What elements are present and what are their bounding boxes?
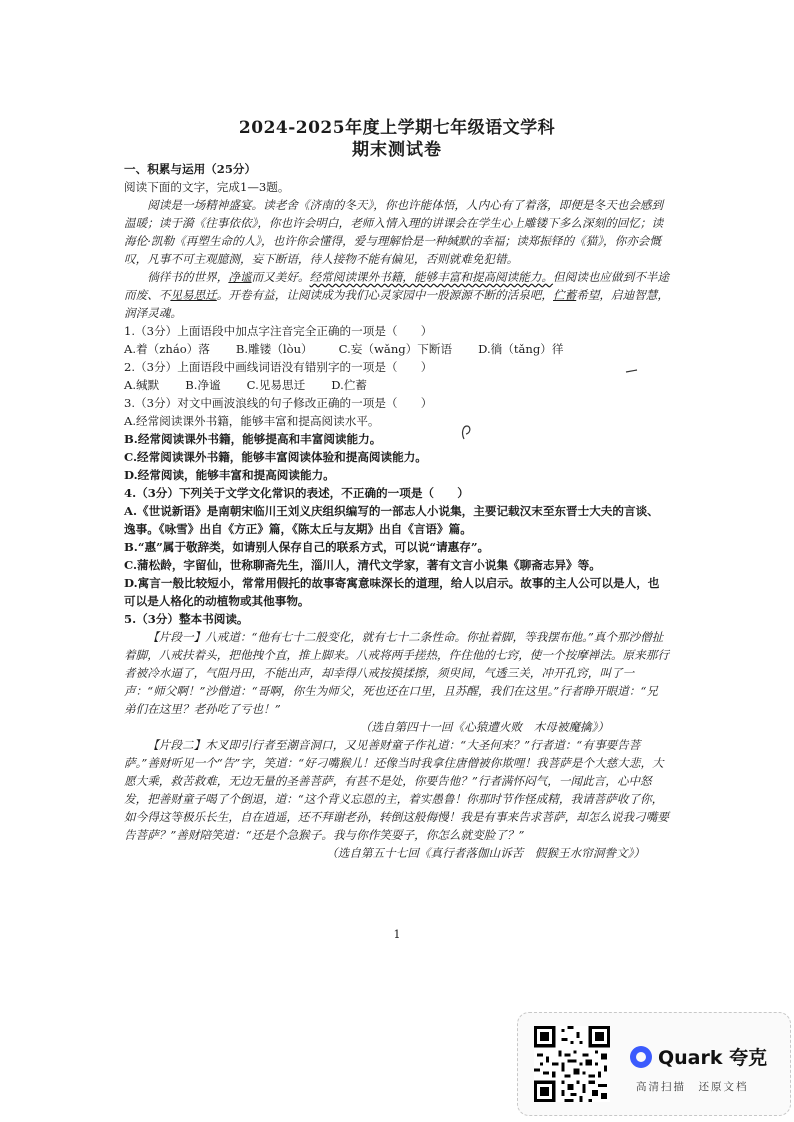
option: D.经常阅读，能够丰富和提高阅读能力。 bbox=[124, 468, 335, 482]
option: B.净谧 bbox=[185, 378, 221, 392]
option: B.“惠”属于敬辞类，如请别人保存自己的联系方式，可以说“请惠存”。 bbox=[124, 540, 490, 554]
exam-content bbox=[124, 160, 669, 862]
qr-code-icon bbox=[534, 1026, 610, 1102]
pen-mark bbox=[458, 424, 476, 442]
question-3-stem: 3.（3分）对文中画波浪线的句子修改正确的一项是（ ） bbox=[124, 396, 433, 410]
underlined-word: 伫蓄 bbox=[553, 288, 577, 302]
scanner-watermark bbox=[517, 1012, 791, 1116]
option: C.蒲松龄，字留仙，世称聊斋先生，淄川人，清代文学家，著有文言小说集《聊斋志异》等。 bbox=[124, 558, 601, 572]
option: A.缄默 bbox=[124, 378, 160, 392]
question-4-stem: 4.（3分）下列关于文学文化常识的表述，不正确的一项是（ ） bbox=[124, 486, 469, 500]
excerpt-source-1: （选自第四十一回《心猿遭火败 木母被魔擒》） bbox=[359, 720, 609, 734]
passage-paragraph-1: 阅读是一场精神盛宴。读老舍《济南的冬天》，你也许能体悟，人内心有了着落，即便是冬天也会感到温暖；读于漪《往事依依》，你也许会明白，老师入情入理的讲课会在学生心上雕镂下多么深刻的回忆；读海伦·凯勒《再塑生命的人》，也许你会懂得，爱与理解恰是一种缄默的幸福；读郑振铎的《猫》，你亦会慨叹，凡事不可主观臆测，妄下断语，待人接物不能有偏见，否则就难免犯错。 bbox=[124, 198, 664, 266]
option: A.着（zháo）落 bbox=[124, 342, 210, 356]
option: B.经常阅读课外书籍，能够提高和丰富阅读能力。 bbox=[124, 432, 382, 446]
passage-paragraph-2: 徜徉书的世界，净谧而又美好。经常阅读课外书籍，能够丰富和提高阅读能力。但阅读也应做到不半途而废、不见易思迁。开卷有益，让阅读成为我们心灵家园中一股源源不断的活泉吧，伫蓄希望，启迪智慧，润泽灵魂。 bbox=[124, 270, 669, 320]
excerpt-source-2: （选自第五十七回《真行者落伽山诉苦 假猴王水帘洞誊文》） bbox=[326, 846, 645, 860]
exam-subtitle: 期末测试卷 bbox=[352, 140, 442, 160]
question-1-options bbox=[124, 340, 669, 358]
section-heading: 一、积累与运用（25分） bbox=[124, 162, 257, 176]
option: D.伫蓄 bbox=[331, 378, 367, 392]
exam-title: 2024-2025年度上学期七年级语文学科 bbox=[238, 118, 556, 138]
quark-logo-icon bbox=[630, 1046, 652, 1068]
wavy-underlined-sentence: 经常阅读课外书籍，能够丰富和提高阅读能力。 bbox=[309, 270, 554, 284]
underlined-word: 净谧 bbox=[228, 270, 252, 284]
option: C.妄（wǎng）下断语 bbox=[338, 342, 453, 356]
question-1-stem: 1.（3分）上面语段中加点字注音完全正确的一项是（ ） bbox=[124, 324, 433, 338]
scanner-slogan: 高清扫描 还原文档 bbox=[636, 1081, 749, 1093]
option: D.徜（tǎng）徉 bbox=[478, 342, 564, 356]
excerpt-fragment-1: 【片段一】八戒道：“他有七十二般变化，就有七十二条性命。你扯着脚，等我摆布他。”真个那沙僧扯着脚，八戒扶着头，把他拽个直，推上脚来。八戒将两手搓热，仵住他的七窍，使一个按摩禅法。原来那行者被冷水逼了，气阻丹田，不能出声，却幸得八戒按摸揉擦，须臾间，气透三关，冲开孔窍，叫了一声：“师父啊！”沙僧道：“哥啊，你生为师父，死也还在口里，且苏醒，我们在这里。”行者睁开眼道：“兄弟们在这里？老孙吃了亏也！” bbox=[124, 630, 669, 716]
underlined-word: 见易思迁 bbox=[170, 288, 217, 302]
question-2-options bbox=[124, 376, 669, 394]
reading-instruction: 阅读下面的文字，完成1—3题。 bbox=[124, 180, 290, 194]
option: C.经常阅读课外书籍，能够丰富阅读体验和提高阅读能力。 bbox=[124, 450, 427, 464]
pen-mark bbox=[625, 368, 639, 374]
page-number: 1 bbox=[393, 928, 401, 941]
excerpt-fragment-2: 【片段二】木叉即引行者至潮音洞口，又见善财童子作礼道：“大圣何来？”行者道：“有事要告菩萨。”善财听见一个“告”字，笑道：“好刁嘴猴儿！还像当时我拿住唐僧被你欺哩！我菩萨是个大慈大悲，大愿大乘，救苦救难，无边无量的圣善菩萨，有甚不是处，你要告他？”行者满怀闷气，一闻此言，心中怒发，把善财童子喝了个倒退，道：“这个背义忘恩的主，着实愚鲁！你那时节作怪成精，我请菩萨收了你，如今得这等极乐长生，自在逍遥，还不拜谢老孙，转倒这般侮慢！我是有事来告求菩萨，却怎么说我刁嘴要告菩萨？”善财陪笑道：“还是个急猴子。我与你作笑耍子，你怎么就变脸了？” bbox=[124, 738, 669, 842]
quark-brand: Quark 夸克 bbox=[630, 1043, 767, 1070]
option: A.《世说新语》是南朝宋临川王刘义庆组织编写的一部志人小说集，主要记载汉末至东晋士大夫的言谈、逸事。《咏雪》出自《方正》篇，《陈太丘与友期》出自《言语》篇。 bbox=[124, 504, 659, 536]
option: C.见易思迁 bbox=[246, 378, 306, 392]
question-2-stem: 2.（3分）上面语段中画线词语没有错别字的一项是（ ） bbox=[124, 360, 433, 374]
option: A.经常阅读课外书籍，能够丰富和提高阅读水平。 bbox=[124, 414, 380, 428]
option: D.寓言一般比较短小，常常用假托的故事寄寓意味深长的道理，给人以启示。故事的主人公可以是人，也可以是人格化的动植物或其他事物。 bbox=[124, 576, 660, 608]
question-5-stem: 5.（3分）整本书阅读。 bbox=[124, 612, 249, 626]
option: B.雕镂（lòu） bbox=[235, 342, 313, 356]
